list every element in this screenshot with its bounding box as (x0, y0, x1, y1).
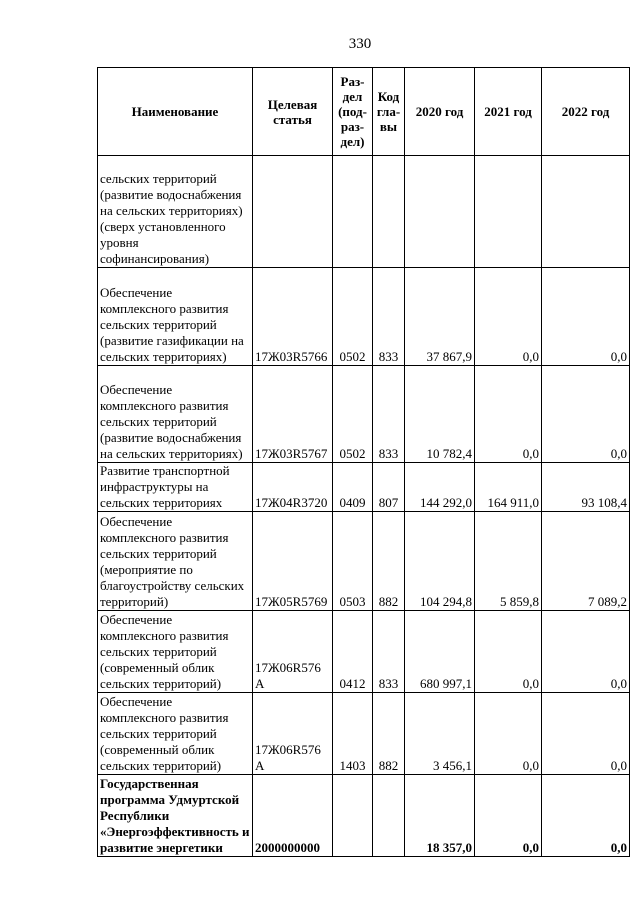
cell-2021: 5 859,8 (475, 512, 542, 611)
header-chapter: Код гла-вы (373, 68, 405, 156)
cell-2021: 0,0 (475, 693, 542, 775)
cell-2021: 0,0 (475, 268, 542, 366)
cell-target: 17Ж05R5769 (253, 512, 333, 611)
cell-name: Обеспечение комплексного развития сельских территорий (современный облик сельских территорий) (98, 611, 253, 693)
cell-name: Обеспечение комплексного развития сельских территорий (развитие газификации на сельских территориях) (98, 268, 253, 366)
header-target: Целевая статья (253, 68, 333, 156)
cell-name: Обеспечение комплексного развития сельских территорий (мероприятие по благоустройству сельских территорий) (98, 512, 253, 611)
cell-chapter: 882 (373, 693, 405, 775)
cell-name: Развитие транспортной инфраструктуры на сельских территориях (98, 463, 253, 512)
header-section: Раз-дел (под-раз-дел) (333, 68, 373, 156)
cell-2022: 0,0 (542, 693, 630, 775)
cell-name: Обеспечение комплексного развития сельских территорий (современный облик сельских территорий) (98, 693, 253, 775)
table-row (98, 611, 630, 693)
cell-chapter: 833 (373, 268, 405, 366)
table-row (98, 366, 630, 463)
cell-section: 0409 (333, 463, 373, 512)
cell-2022: 0,0 (542, 775, 630, 857)
cell-2021 (475, 156, 542, 268)
cell-chapter: 833 (373, 611, 405, 693)
header-2021: 2021 год (475, 68, 542, 156)
cell-target: 17Ж03R5767 (253, 366, 333, 463)
cell-2022: 7 089,2 (542, 512, 630, 611)
cell-section: 0502 (333, 268, 373, 366)
cell-2020: 18 357,0 (405, 775, 475, 857)
cell-section (333, 156, 373, 268)
header-name: Наименование (98, 68, 253, 156)
cell-2021: 0,0 (475, 775, 542, 857)
cell-section: 1403 (333, 693, 373, 775)
table-row (98, 268, 630, 366)
table-row (98, 156, 630, 268)
header-2022: 2022 год (542, 68, 630, 156)
cell-target (253, 156, 333, 268)
cell-2022 (542, 156, 630, 268)
cell-chapter: 807 (373, 463, 405, 512)
cell-2020: 3 456,1 (405, 693, 475, 775)
cell-target: 2000000000 (253, 775, 333, 857)
cell-section: 0502 (333, 366, 373, 463)
cell-target: 17Ж06R576 А (253, 611, 333, 693)
cell-target: 17Ж03R5766 (253, 268, 333, 366)
cell-2020: 144 292,0 (405, 463, 475, 512)
cell-chapter: 882 (373, 512, 405, 611)
budget-table (97, 67, 630, 857)
cell-2021: 0,0 (475, 611, 542, 693)
cell-chapter (373, 156, 405, 268)
table-row-program (98, 775, 630, 857)
cell-2022: 93 108,4 (542, 463, 630, 512)
cell-2020: 10 782,4 (405, 366, 475, 463)
cell-name: Государственная программа Удмуртской Республики «Энергоэффективность и развитие энергетики (98, 775, 253, 857)
page-number: 330 (348, 36, 372, 52)
table-row (98, 512, 630, 611)
cell-2021: 164 911,0 (475, 463, 542, 512)
table-row (98, 693, 630, 775)
cell-2022: 0,0 (542, 268, 630, 366)
cell-chapter: 833 (373, 366, 405, 463)
cell-section: 0412 (333, 611, 373, 693)
cell-2022: 0,0 (542, 366, 630, 463)
header-row (98, 68, 630, 156)
cell-2020 (405, 156, 475, 268)
cell-name: сельских территорий (развитие водоснабжения на сельских территориях) (сверх установленного уровня софинансирования) (98, 156, 253, 268)
header-2020: 2020 год (405, 68, 475, 156)
cell-2021: 0,0 (475, 366, 542, 463)
cell-target: 17Ж06R576 А (253, 693, 333, 775)
cell-2020: 680 997,1 (405, 611, 475, 693)
cell-2020: 104 294,8 (405, 512, 475, 611)
cell-target: 17Ж04R3720 (253, 463, 333, 512)
table-row (98, 463, 630, 512)
cell-name: Обеспечение комплексного развития сельских территорий (развитие водоснабжения на сельских территориях) (98, 366, 253, 463)
cell-2022: 0,0 (542, 611, 630, 693)
cell-2020: 37 867,9 (405, 268, 475, 366)
cell-chapter (373, 775, 405, 857)
cell-section: 0503 (333, 512, 373, 611)
cell-section (333, 775, 373, 857)
